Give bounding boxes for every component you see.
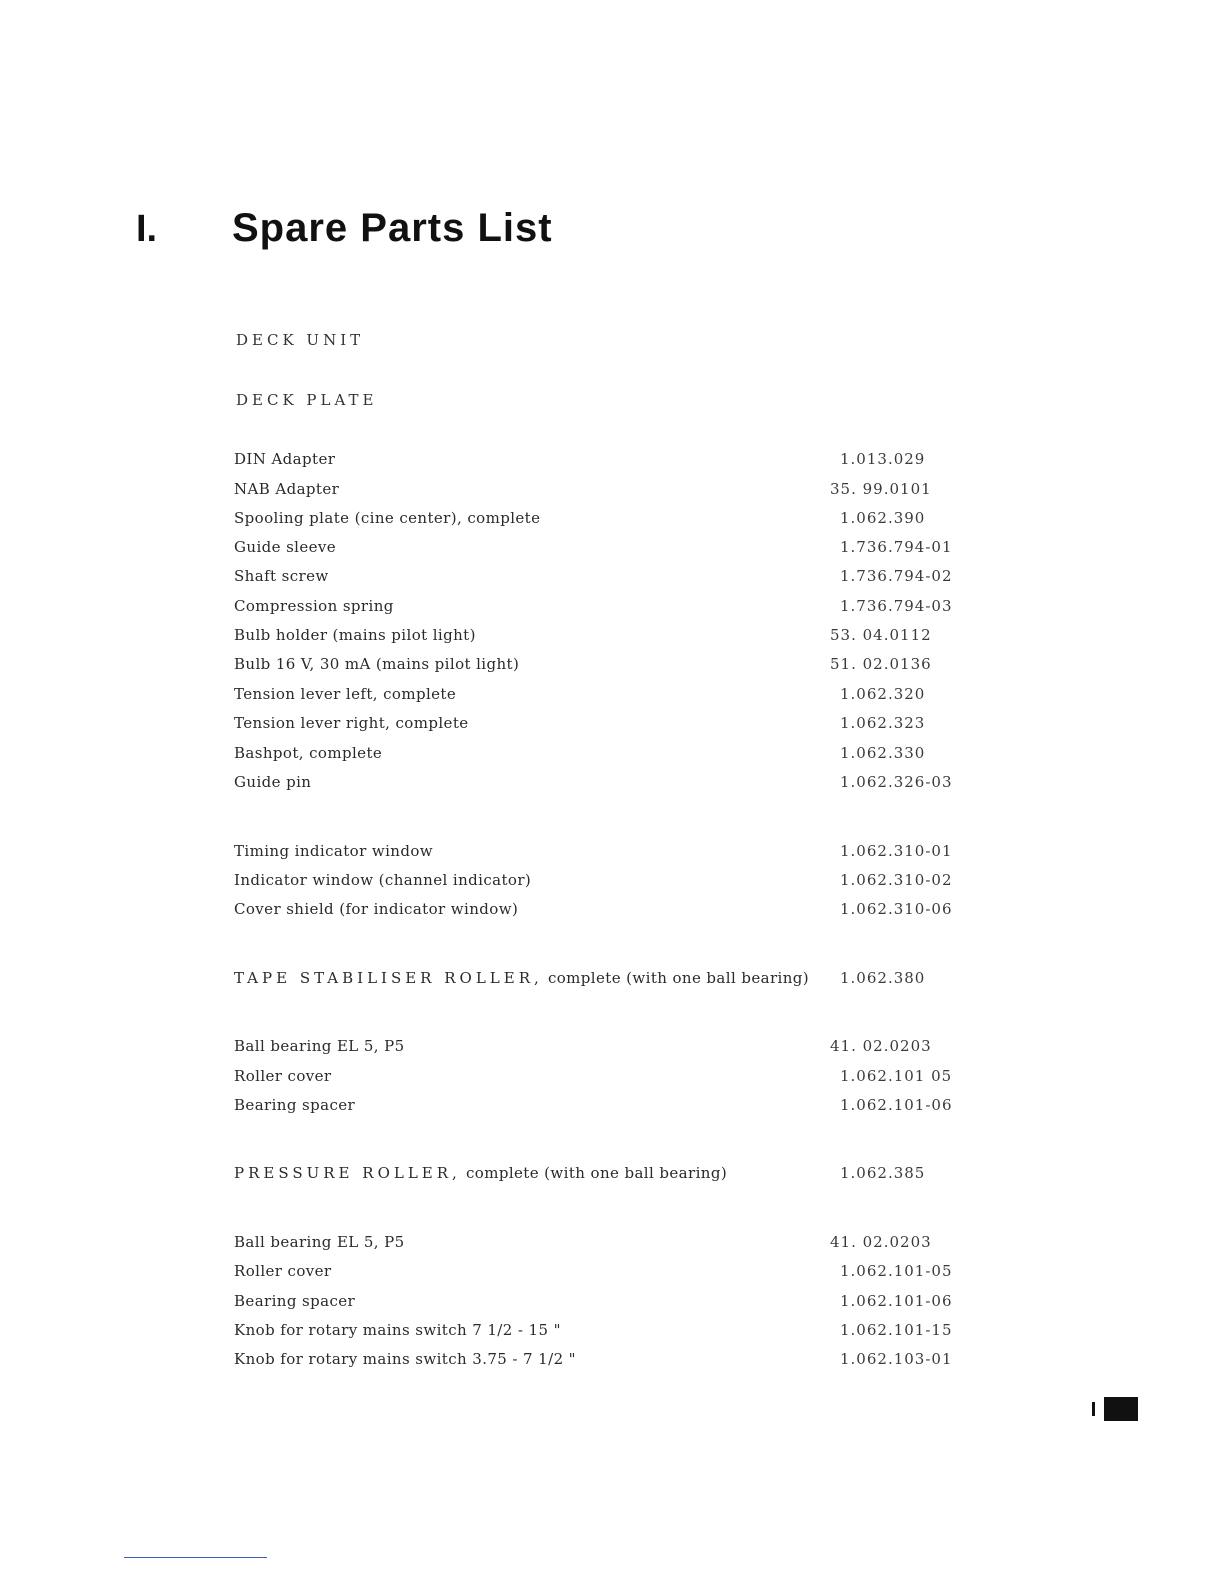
heading-deck-unit: DECK UNIT <box>236 331 365 349</box>
assembly-note: complete (with one ball bearing) <box>542 969 810 987</box>
part-description: Indicator window (channel indicator) <box>234 871 532 889</box>
part-number: 1.062.310-06 <box>840 900 953 918</box>
heading-deck-plate: DECK PLATE <box>236 391 378 409</box>
part-description: Knob for rotary mains switch 7 1/2 - 15 " <box>234 1321 561 1339</box>
assembly-description <box>234 969 809 987</box>
part-number: 1.062.323 <box>840 714 926 732</box>
footer-rule <box>124 1557 267 1558</box>
assembly-name: PRESSURE ROLLER, <box>234 1164 461 1182</box>
part-number: 1.062.101 05 <box>840 1067 953 1085</box>
part-number: 1.062.101-05 <box>840 1262 953 1280</box>
part-description: Ball bearing EL 5, P5 <box>234 1037 405 1055</box>
part-description: Knob for rotary mains switch 3.75 - 7 1/2 " <box>234 1350 576 1368</box>
part-description: Shaft screw <box>234 567 329 585</box>
part-row <box>234 509 964 531</box>
part-description: Bulb holder (mains pilot light) <box>234 626 476 644</box>
part-description: Spooling plate (cine center), complete <box>234 509 541 527</box>
part-row <box>234 714 964 736</box>
part-row <box>234 900 964 922</box>
part-description: Timing indicator window <box>234 842 434 860</box>
part-number: 35. 99.0101 <box>830 480 932 498</box>
assembly-note: complete (with one ball bearing) <box>460 1164 728 1182</box>
assembly-description <box>234 1164 727 1182</box>
part-row <box>234 567 964 589</box>
part-row <box>234 597 964 619</box>
part-description: Roller cover <box>234 1262 332 1280</box>
part-row <box>234 450 964 472</box>
part-description: Bearing spacer <box>234 1096 356 1114</box>
part-row <box>234 626 964 648</box>
part-description: Bulb 16 V, 30 mA (mains pilot light) <box>234 655 520 673</box>
assembly-row-pressure <box>234 1164 964 1186</box>
part-number: 1.062.390 <box>840 509 926 527</box>
part-number: 1.062.101-06 <box>840 1096 953 1114</box>
part-row <box>234 1233 964 1255</box>
part-row <box>234 1292 964 1314</box>
assembly-name: TAPE STABILISER ROLLER, <box>234 969 543 987</box>
part-description: Bearing spacer <box>234 1292 356 1310</box>
part-number: 1.736.794-03 <box>840 597 953 615</box>
part-description: Roller cover <box>234 1067 332 1085</box>
assembly-row-stabiliser <box>234 969 964 991</box>
part-row <box>234 773 964 795</box>
page-marker-tab <box>1104 1397 1138 1421</box>
part-row <box>234 744 964 766</box>
part-number: 53. 04.0112 <box>830 626 932 644</box>
part-number: 1.062.385 <box>840 1164 926 1182</box>
part-number: 1.062.320 <box>840 685 926 703</box>
part-row <box>234 842 964 864</box>
part-description: Ball bearing EL 5, P5 <box>234 1233 405 1251</box>
part-description: Compression spring <box>234 597 394 615</box>
part-number: 1.062.310-01 <box>840 842 953 860</box>
part-row <box>234 480 964 502</box>
part-description: Tension lever left, complete <box>234 685 457 703</box>
part-description: NAB Adapter <box>234 480 340 498</box>
part-number: 1.062.310-02 <box>840 871 953 889</box>
part-number: 1.062.103-01 <box>840 1350 953 1368</box>
part-number: 1.736.794-01 <box>840 538 953 556</box>
part-number: 1.062.326-03 <box>840 773 953 791</box>
part-number: 1.062.330 <box>840 744 926 762</box>
part-row <box>234 538 964 560</box>
page-title: Spare Parts List <box>232 206 553 250</box>
part-description: Cover shield (for indicator window) <box>234 900 519 918</box>
part-number: 51. 02.0136 <box>830 655 932 673</box>
part-row <box>234 685 964 707</box>
part-description: Guide sleeve <box>234 538 337 556</box>
part-description: DIN Adapter <box>234 450 336 468</box>
part-row <box>234 1262 964 1284</box>
part-row <box>234 1321 964 1343</box>
part-number: 1.062.101-06 <box>840 1292 953 1310</box>
part-row <box>234 1096 964 1118</box>
section-number: I. <box>136 208 158 250</box>
part-row <box>234 1037 964 1059</box>
part-row <box>234 1067 964 1089</box>
part-description: Tension lever right, complete <box>234 714 469 732</box>
part-row <box>234 1350 964 1372</box>
part-number: 1.062.380 <box>840 969 926 987</box>
part-number: 1.013.029 <box>840 450 926 468</box>
part-number: 41. 02.0203 <box>830 1233 932 1251</box>
part-row <box>234 871 964 893</box>
part-row <box>234 655 964 677</box>
part-number: 1.062.101-15 <box>840 1321 953 1339</box>
page-marker-bar <box>1092 1402 1095 1416</box>
part-number: 41. 02.0203 <box>830 1037 932 1055</box>
part-description: Bashpot, complete <box>234 744 383 762</box>
part-description: Guide pin <box>234 773 312 791</box>
part-number: 1.736.794-02 <box>840 567 953 585</box>
